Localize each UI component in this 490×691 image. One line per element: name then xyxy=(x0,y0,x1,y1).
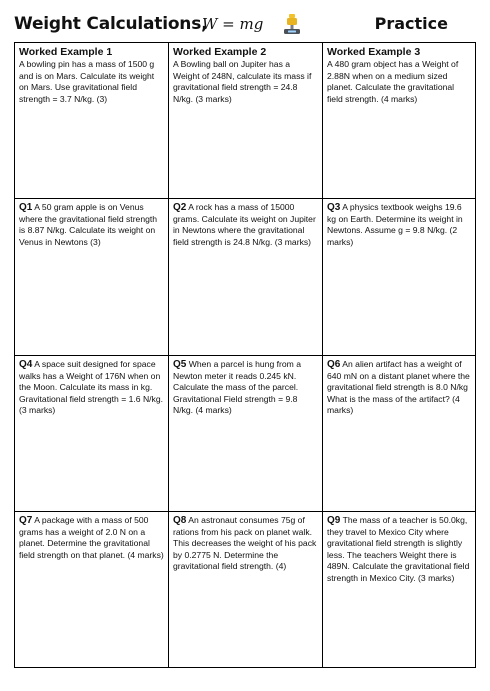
question-cell xyxy=(323,512,475,667)
question-label: Q4 xyxy=(19,359,33,370)
worksheet-header xyxy=(14,14,476,40)
worked-example-title: Worked Example 2 xyxy=(173,46,267,58)
question-label: Q9 xyxy=(327,515,341,526)
worked-example-cell xyxy=(169,43,323,199)
question-text: A space suit designed for space walks has a Weight of 176N when on the Moon. Calculate its mass in kg. Gravitational field strength = 1.6 N/kg. (3 marks) xyxy=(19,359,164,415)
worked-example-cell xyxy=(323,43,475,199)
question-cell xyxy=(323,199,475,356)
worked-example-text: A bowling pin has a mass of 1500 g and is on Mars. Calculate its weight on Mars. Use gravitational field strength = 3.7 N/kg. (3) xyxy=(19,59,155,104)
question-text: A 50 gram apple is on Venus where the gravitational field strength is 8.87 N/kg. Calculate its weight on Venus in Newtons (3) xyxy=(19,202,158,247)
question-text: When a parcel is hung from a Newton meter it reads 0.245 kN. Calculate the mass of the parcel. Gravitational Field strength = 9.8 N/kg. (4 marks) xyxy=(173,359,301,415)
question-cell xyxy=(169,199,323,356)
question-label: Q5 xyxy=(173,359,187,370)
worked-example-text: A 480 gram object has a Weight of 2.88N when on a medium sized planet. Calculate the gravitational field strength. (4 marks) xyxy=(327,59,459,104)
question-cell xyxy=(15,512,169,667)
weight-formula: W = mg xyxy=(202,15,264,33)
question-text: A physics textbook weighs 19.6 kg on Earth. Determine its weight in Newtons. Assume g = 9.8 N/kg. (2 marks) xyxy=(327,202,463,247)
worked-example-text: A Bowling ball on Jupiter has a Weight of 248N, calculate its mass if gravitational field strength = 24.8 N/kg. (3 marks) xyxy=(173,59,312,104)
question-text: An astronaut consumes 75g of rations from his pack on planet walk. This decreases the weight of his pack by 0.2775 N. Determine the gravitational field strength. (4) xyxy=(173,515,317,571)
question-cell xyxy=(15,356,169,512)
practice-label: Practice xyxy=(374,14,448,33)
worked-example-title: Worked Example 1 xyxy=(19,46,113,58)
question-text: An alien artifact has a weight of 640 mN on a distant planet where the gravitational field strength is 8.0 N/kg What is the mass of the artifact? (4 marks) xyxy=(327,359,470,415)
question-grid xyxy=(14,42,476,668)
question-label: Q2 xyxy=(173,202,187,213)
question-cell xyxy=(15,199,169,356)
question-label: Q3 xyxy=(327,202,341,213)
scale-icon xyxy=(282,12,302,36)
question-text: A package with a mass of 500 grams has a weight of 2.0 N on a planet. Determine the gravitational field strength on that planet. (4 marks) xyxy=(19,515,164,560)
question-cell xyxy=(169,512,323,667)
question-label: Q8 xyxy=(173,515,187,526)
question-label: Q6 xyxy=(327,359,341,370)
question-cell xyxy=(169,356,323,512)
worked-example-title: Worked Example 3 xyxy=(327,46,421,58)
question-text: A rock has a mass of 15000 grams. Calculate its weight on Jupiter in Newtons where the gravitational field strength is 24.8 N/kg. (3 marks) xyxy=(173,202,316,247)
worksheet-title: Weight Calculations, xyxy=(14,14,208,34)
question-label: Q7 xyxy=(19,515,33,526)
question-cell xyxy=(323,356,475,512)
question-text: The mass of a teacher is 50.0kg, they travel to Mexico City where gravitational field strength is slightly less. The teachers Weight there is 489N. Calculate the gravitational field strength in Mexico City. (3 marks) xyxy=(327,515,470,583)
question-label: Q1 xyxy=(19,202,33,213)
worked-example-cell xyxy=(15,43,169,199)
